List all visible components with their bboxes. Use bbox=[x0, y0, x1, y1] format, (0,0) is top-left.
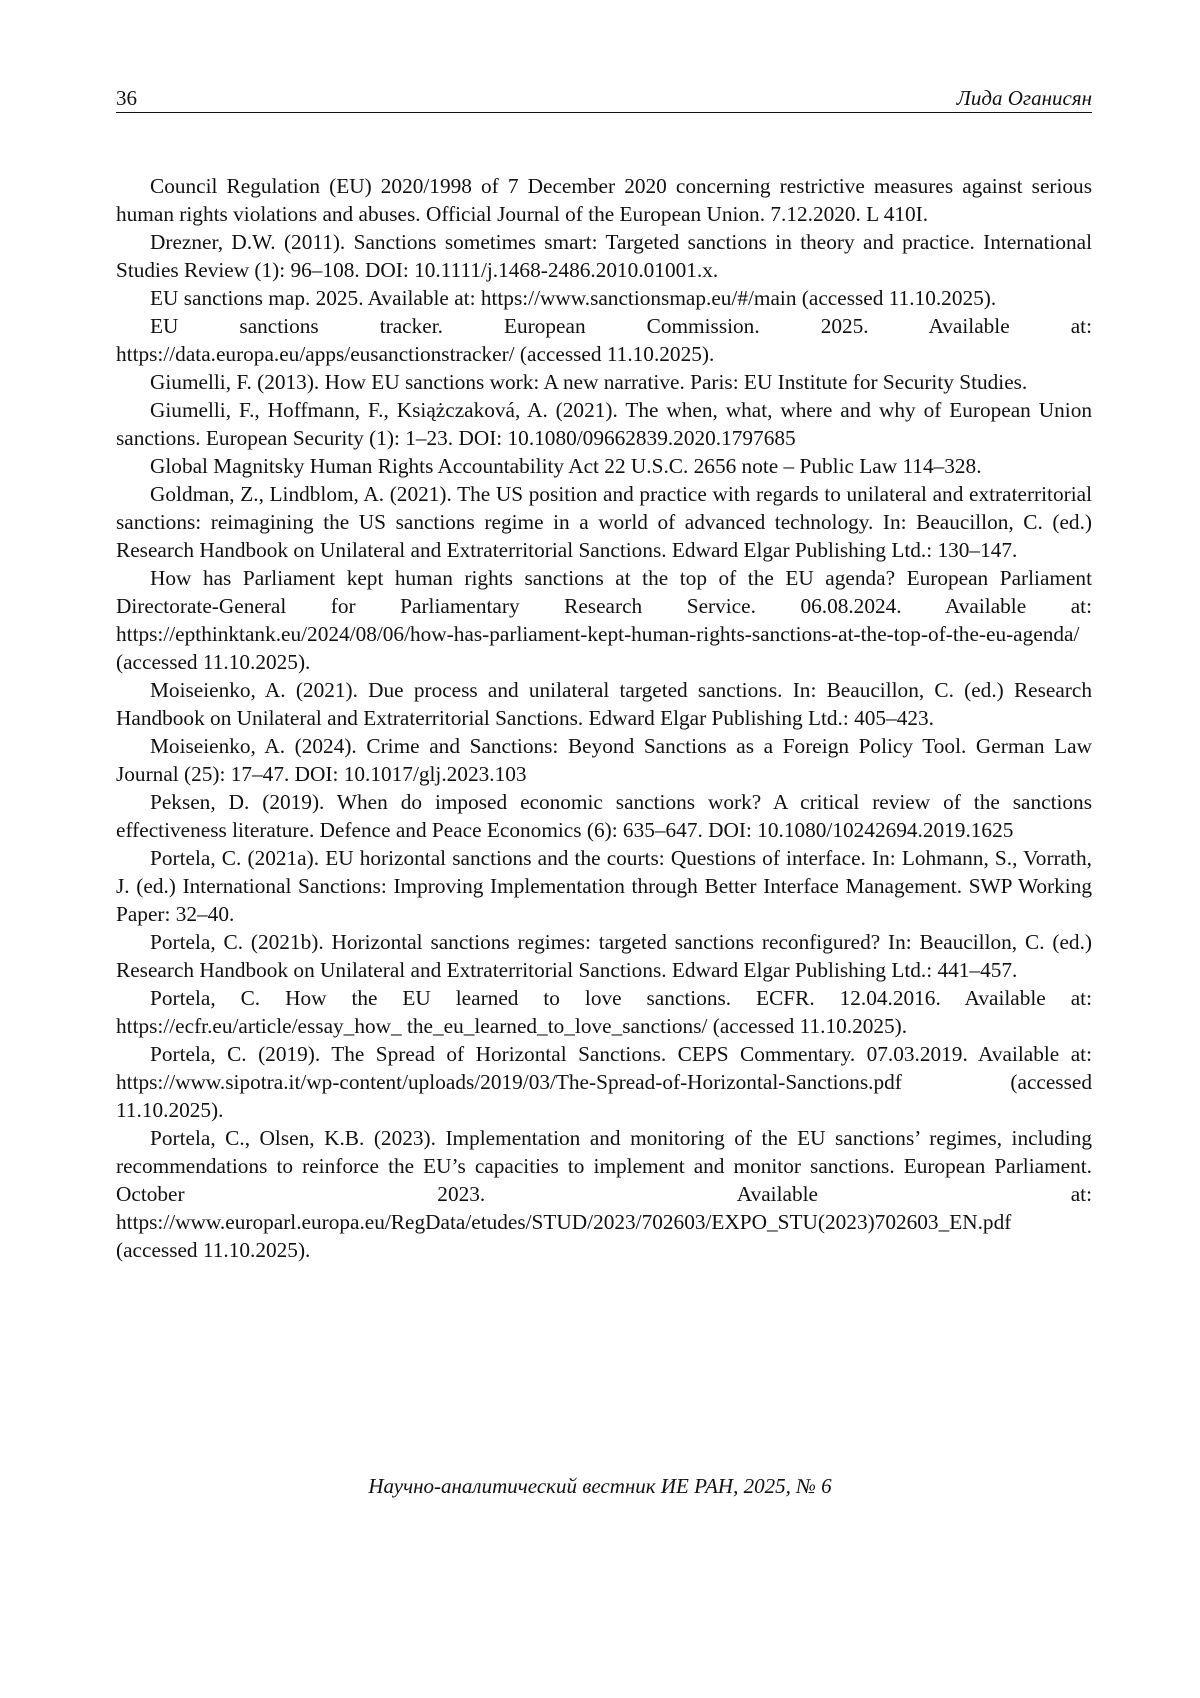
reference-entry: Drezner, D.W. (2011). Sanctions sometimes smart: Targeted sanctions in theory and practice. International Studies Review (1): 96–108. DOI: 10.1111/j.1468-2486.2010.01001.x. bbox=[116, 230, 1092, 282]
running-header bbox=[116, 84, 1092, 113]
reference-entry: Global Magnitsky Human Rights Accountability Act 22 U.S.C. 2656 note – Public Law 114–328. bbox=[150, 454, 982, 478]
reference-entry: Giumelli, F. (2013). How EU sanctions work: A new narrative. Paris: EU Institute for Security Studies. bbox=[150, 370, 1028, 394]
reference-entry: Portela, C. (2019). The Spread of Horizontal Sanctions. CEPS Commentary. 07.03.2019. Available at: https://www.sipotra.it/wp-content/uploads/2019/03/The-Spread-of-Horizontal-Sanctions.pdf (accessed 11.10.2025). bbox=[116, 1042, 1092, 1122]
reference-entry: Portela, C., Olsen, K.B. (2023). Implementation and monitoring of the EU sanctions’ regimes, including recommendations to reinforce the EU’s capacities to implement and monitor sanctions. European Parliament. October 2023. Available at: https://www.europarl.europa.eu/RegData/etudes/STUD/2023/702603/EXPO_STU(2023)702603_EN.pdf (accessed 11.10.2025). bbox=[116, 1126, 1092, 1262]
running-footer: Научно-аналитический вестник ИЕ РАН, 2025, № 6 bbox=[368, 1474, 832, 1498]
reference-entry: Giumelli, F., Hoffmann, F., Książczaková, A. (2021). The when, what, where and why of European Union sanctions. European Security (1): 1–23. DOI: 10.1080/09662839.2020.1797685 bbox=[116, 398, 1092, 450]
page-number: 36 bbox=[116, 86, 137, 110]
reference-entry: Council Regulation (EU) 2020/1998 of 7 December 2020 concerning restrictive measures against serious human rights violations and abuses. Official Journal of the European Union. 7.12.2020. L 410I. bbox=[116, 174, 1092, 226]
reference-entry: EU sanctions tracker. European Commission. 2025. Available at: https://data.europa.eu/apps/eusanctionstracker/ (accessed 11.10.2025). bbox=[116, 314, 1092, 366]
reference-entry: How has Parliament kept human rights sanctions at the top of the EU agenda? European Parliament Directorate-General for Parliamentary Research Service. 06.08.2024. Available at: https://epthinktank.eu/2024/08/06/how-has-parliament-kept-human-rights-sanctions-at-the-top-of-the-eu-agenda/ (accessed 11.10.2025). bbox=[116, 566, 1092, 674]
reference-entry: Portela, C. (2021a). EU horizontal sanctions and the courts: Questions of interface. In: Lohmann, S., Vorrath, J. (ed.) International Sanctions: Improving Implementation through Better Interface Management. SWP Working Paper: 32–40. bbox=[116, 846, 1092, 926]
reference-entry: Portela, C. (2021b). Horizontal sanctions regimes: targeted sanctions reconfigured? In: Beaucillon, C. (ed.) Research Handbook on Unilateral and Extraterritorial Sanctions. Edward Elgar Publishing Ltd.: 441–457. bbox=[116, 930, 1092, 982]
reference-entry: EU sanctions map. 2025. Available at: https://www.sanctionsmap.eu/#/main (accessed 11.10.2025). bbox=[150, 286, 997, 310]
reference-entry: Moiseienko, A. (2021). Due process and unilateral targeted sanctions. In: Beaucillon, C. (ed.) Research Handbook on Unilateral and Extraterritorial Sanctions. Edward Elgar Publishing Ltd.: 405–423. bbox=[116, 678, 1092, 730]
header-author: Лида Оганисян bbox=[956, 86, 1092, 110]
reference-entry: Portela, C. How the EU learned to love sanctions. ECFR. 12.04.2016. Available at: https://ecfr.eu/article/essay_how_ the_eu_learned_to_love_sanctions/ (accessed 11.10.2025). bbox=[116, 986, 1092, 1038]
reference-entry: Peksen, D. (2019). When do imposed economic sanctions work? A critical review of the sanctions effectiveness literature. Defence and Peace Economics (6): 635–647. DOI: 10.1080/10242694.2019.1625 bbox=[116, 790, 1092, 842]
reference-list bbox=[116, 172, 1092, 1264]
reference-entry: Moiseienko, A. (2024). Crime and Sanctions: Beyond Sanctions as a Foreign Policy Tool. German Law Journal (25): 17–47. DOI: 10.1017/glj.2023.103 bbox=[116, 734, 1092, 786]
reference-entry: Goldman, Z., Lindblom, A. (2021). The US position and practice with regards to unilateral and extraterritorial sanctions: reimagining the US sanctions regime in a world of advanced technology. In: Beaucillon, C. (ed.) Research Handbook on Unilateral and Extraterritorial Sanctions. Edward Elgar Publishing Ltd.: 130–147. bbox=[116, 482, 1092, 562]
